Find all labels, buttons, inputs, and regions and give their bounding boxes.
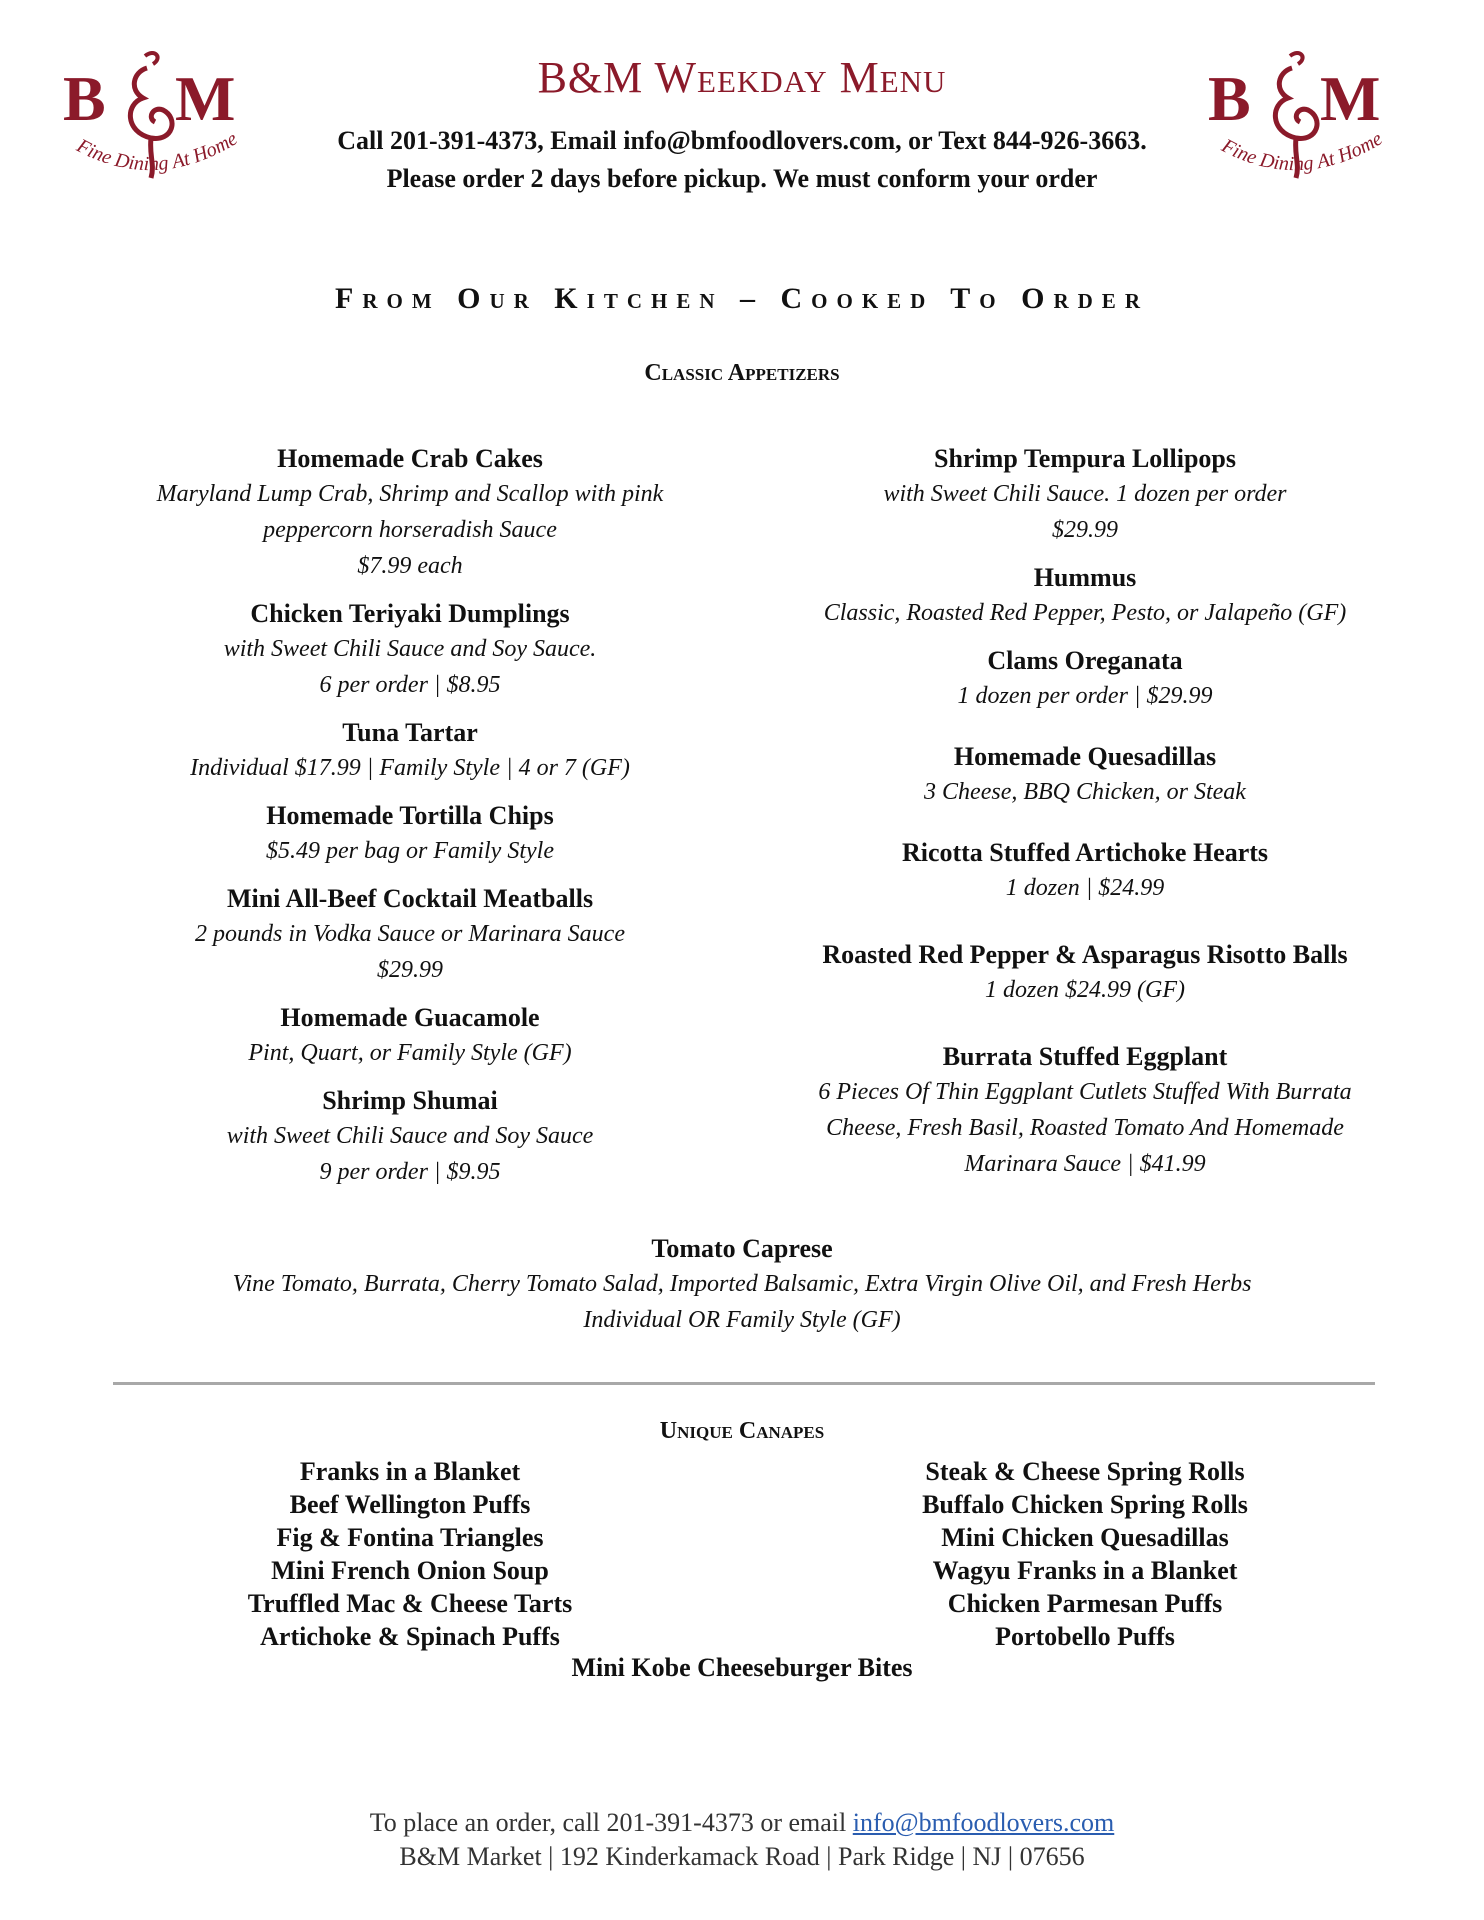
menu-item <box>110 1084 710 1190</box>
canape-item: Portobello Puffs <box>995 1622 1175 1651</box>
item-name: Mini All-Beef Cocktail Meatballs <box>226 884 594 913</box>
item-desc: 1 dozen $24.99 (GF) <box>985 977 1185 1003</box>
item-desc: Individual $17.99 | Family Style | 4 or 7 (GF) <box>190 755 630 781</box>
canape-item: Steak & Cheese Spring Rolls <box>925 1457 1245 1486</box>
item-name: Shrimp Tempura Lollipops <box>934 444 1236 473</box>
appetizers-heading: Classic Appetizers <box>644 360 840 386</box>
menu-item <box>770 836 1400 906</box>
section-heading: From Our Kitchen – Cooked To Order <box>335 282 1149 315</box>
menu-item <box>770 644 1400 714</box>
item-name: Ricotta Stuffed Artichoke Hearts <box>901 838 1269 867</box>
item-desc: 2 pounds in Vodka Sauce or Marinara Sauce $29.99 <box>195 921 625 983</box>
footer-order-line <box>0 1806 1484 1840</box>
item-name: Clams Oreganata <box>987 646 1183 675</box>
canape-item: Truffled Mac & Cheese Tarts <box>247 1589 573 1618</box>
item-desc: 3 Cheese, BBQ Chicken, or Steak <box>924 779 1246 805</box>
item-name: Homemade Guacamole <box>280 1003 540 1032</box>
canapes-left-column <box>110 1455 710 1653</box>
menu-item <box>110 716 710 786</box>
canape-item: Mini Chicken Quesadillas <box>941 1523 1229 1552</box>
canape-item: Mini French Onion Soup <box>271 1556 549 1585</box>
contact-line-2: Please order 2 days before pickup. We must conform your order <box>386 164 1098 193</box>
appetizers-left-column <box>110 442 710 1203</box>
item-name: Tuna Tartar <box>342 718 478 747</box>
item-desc: Maryland Lump Crab, Shrimp and Scallop with pink peppercorn horseradish Sauce $7.99 each <box>156 481 664 579</box>
item-desc: with Sweet Chili Sauce and Soy Sauce 9 per order | $9.95 <box>226 1123 594 1185</box>
item-desc: $5.49 per bag or Family Style <box>266 838 554 864</box>
menu-item <box>770 561 1400 631</box>
menu-item <box>110 442 710 584</box>
canapes-right-column <box>770 1455 1400 1653</box>
section-divider <box>113 1382 1375 1385</box>
svg-text:M: M <box>1320 63 1381 134</box>
svg-text:B: B <box>1208 63 1251 134</box>
item-desc: 1 dozen per order | $29.99 <box>957 683 1213 709</box>
menu-item-full-width <box>0 1232 1484 1338</box>
footer-address: B&M Market | 192 Kinderkamack Road | Park Ridge | NJ | 07656 <box>399 1842 1085 1871</box>
item-name: Homemade Crab Cakes <box>277 444 543 473</box>
item-name: Homemade Quesadillas <box>953 742 1217 771</box>
footer-order-text: To place an order, call 201-391-4373 or email <box>369 1808 853 1837</box>
menu-item <box>770 740 1400 810</box>
item-desc: 1 dozen | $24.99 <box>1005 875 1165 901</box>
item-name: Hummus <box>1033 563 1137 592</box>
canape-item: Chicken Parmesan Puffs <box>947 1589 1223 1618</box>
canape-item: Franks in a Blanket <box>299 1457 521 1486</box>
item-desc: 6 Pieces Of Thin Eggplant Cutlets Stuffed With Burrata Cheese, Fresh Basil, Roasted Tomato And Homemade Marinara Sauce | $41.99 <box>818 1079 1352 1177</box>
menu-item <box>770 938 1400 1008</box>
item-desc: Pint, Quart, or Family Style (GF) <box>248 1040 572 1066</box>
contact-line-1: Call 201-391-4373, Email info@bmfoodlovers.com, or Text 844-926-3663. <box>337 126 1147 155</box>
item-desc: with Sweet Chili Sauce and Soy Sauce. 6 per order | $8.95 <box>223 636 597 698</box>
footer <box>0 1806 1484 1874</box>
item-desc: Classic, Roasted Red Pepper, Pesto, or Jalapeño (GF) <box>823 600 1347 626</box>
item-name: Tomato Caprese <box>651 1234 833 1263</box>
item-desc: Vine Tomato, Burrata, Cherry Tomato Salad, Imported Balsamic, Extra Virgin Olive Oil, and Fresh Herbs Individual OR Family Style (GF) <box>232 1271 1252 1333</box>
menu-item <box>110 799 710 869</box>
menu-item <box>770 442 1400 548</box>
svg-text:M: M <box>175 63 236 134</box>
item-name: Shrimp Shumai <box>322 1086 498 1115</box>
menu-item <box>110 597 710 703</box>
svg-text:Fine Dining At Home: Fine Dining At Home <box>1218 127 1387 176</box>
svg-text:B: B <box>63 63 106 134</box>
canape-item: Beef Wellington Puffs <box>289 1490 531 1519</box>
menu-title: B&M Weekday Menu <box>537 53 947 102</box>
canape-item: Fig & Fontina Triangles <box>276 1523 544 1552</box>
email-link[interactable]: info@bmfoodlovers.com <box>852 1808 1115 1837</box>
canape-item: Wagyu Franks in a Blanket <box>932 1556 1238 1585</box>
menu-item <box>770 1040 1400 1182</box>
appetizers-right-column <box>770 442 1400 1195</box>
menu-item <box>110 882 710 988</box>
item-name: Homemade Tortilla Chips <box>266 801 554 830</box>
item-desc: with Sweet Chili Sauce. 1 dozen per order $29.99 <box>883 481 1287 543</box>
item-name: Roasted Red Pepper & Asparagus Risotto Balls <box>822 940 1348 969</box>
canape-item-center: Mini Kobe Cheeseburger Bites <box>571 1653 913 1682</box>
contact-info <box>0 122 1484 198</box>
item-name: Chicken Teriyaki Dumplings <box>250 599 570 628</box>
canape-item: Buffalo Chicken Spring Rolls <box>922 1490 1248 1519</box>
svg-text:Fine Dining At Home: Fine Dining At Home <box>73 127 242 176</box>
canape-item: Artichoke & Spinach Puffs <box>260 1622 560 1651</box>
item-name: Burrata Stuffed Eggplant <box>942 1042 1228 1071</box>
menu-item <box>110 1001 710 1071</box>
canapes-heading: Unique Canapes <box>659 1418 825 1444</box>
